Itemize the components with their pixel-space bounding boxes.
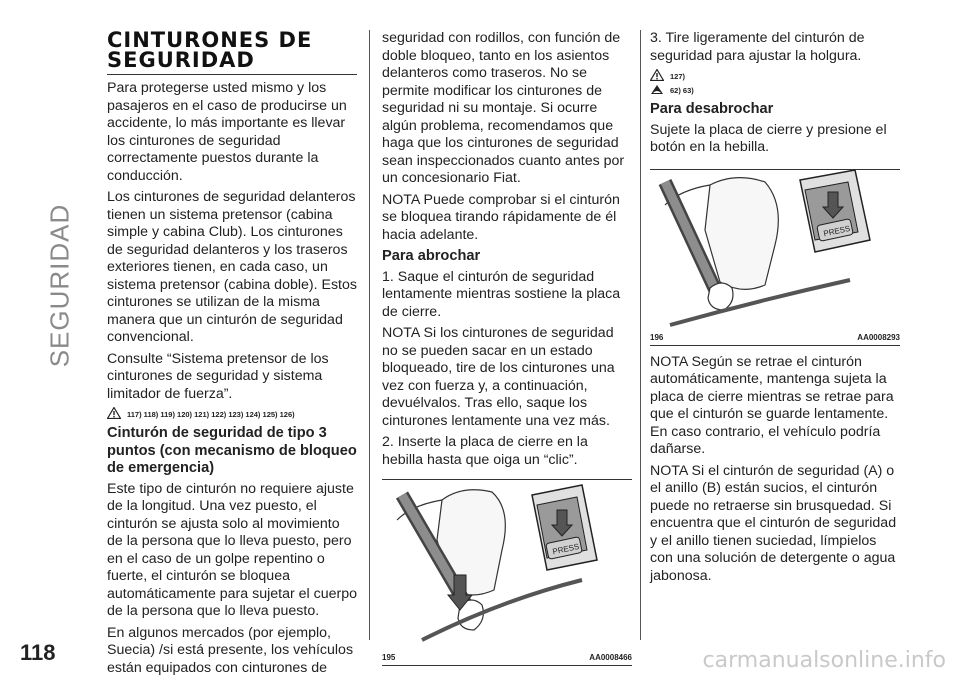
buckle-inset xyxy=(532,485,597,570)
figure-number: 196 xyxy=(650,332,664,342)
fasten-illustration xyxy=(382,480,632,650)
figure-caption xyxy=(650,330,900,346)
figure-caption xyxy=(382,650,632,666)
column-divider xyxy=(640,30,641,640)
warning-refs-text: 117) 118) 119) 120) 121) 122) 123) 124) 125) 126) xyxy=(127,410,295,419)
column-2 xyxy=(382,30,632,666)
double-lock-paragraph: seguridad con rodillos, con función de doble bloqueo, tanto en los asientos delanteros como traseros. No se permite modificar los cinturones de seguridad ni su montaje. Si ocurre algún problema, recomendamos que haga que los cinturones de seguridad sean inspeccionados cuanto antes por un concesionario Fiat. xyxy=(382,30,625,186)
caution-icon xyxy=(650,83,664,95)
page-number: 118 xyxy=(20,640,56,665)
subheading-3-point: Cinturón de seguridad de tipo 3 puntos (con mecanismo de bloqueo de emergencia) xyxy=(107,425,357,476)
reference-paragraph: Consulte “Sistema pretensor de los cinturones de seguridad y sistema limitador de fuerza”. xyxy=(107,350,329,402)
markets-paragraph: En algunos mercados (por ejemplo, Suecia) /si está presente, los vehículos están equipados con cinturones de xyxy=(107,624,354,676)
side-title-text: SEGURIDAD xyxy=(44,203,75,367)
warning-reference-2 xyxy=(650,83,900,95)
column-3 xyxy=(650,30,900,589)
step-3: 3. Tire ligeramente del cinturón de seguridad para ajustar la holgura. xyxy=(650,30,865,64)
warning-references xyxy=(107,407,357,419)
column-1 xyxy=(107,30,357,681)
subheading-fasten: Para abrochar xyxy=(382,248,481,264)
title-line-2: SEGURIDAD xyxy=(107,48,255,72)
figure-code: AA0008466 xyxy=(589,653,632,662)
note-check-paragraph: NOTA Puede comprobar si el cinturón se bloquea tirando rápidamente de él hacia adelante. xyxy=(382,191,620,243)
warning-icon xyxy=(650,69,664,81)
figure-195 xyxy=(382,479,632,666)
elr-paragraph: Este tipo de cinturón no requiere ajuste de la longitud. Una vez puesto, el cinturón se ajusta solo al movimiento de la persona que lo lleva puesto, pero en el caso de un golpe repentino o fuerte, el cinturón se bloquea automáticamente para sujetar el cuerpo de la persona que lo lleva puesto. xyxy=(107,480,357,619)
note-retract-paragraph: NOTA Según se retrae el cinturón automáticamente, mantenga sujeta la placa de cierre mientras se retrae para que el cinturón se guarde lentamente. En caso contrario, el vehículo podría dañarse. xyxy=(650,353,894,457)
warning-refs-text: 127) xyxy=(670,72,686,81)
press-label: PRESS xyxy=(822,223,852,238)
section-title xyxy=(107,30,357,75)
figure-196 xyxy=(650,169,900,346)
warning-refs-text: 62) 63) xyxy=(670,86,694,95)
step-1: 1. Saque el cinturón de seguridad lentamente mientras sostiene la placa de cierre. xyxy=(382,268,621,320)
figure-code: AA0008293 xyxy=(857,332,900,342)
pretensor-paragraph: Los cinturones de seguridad delanteros tienen un sistema pretensor (cabina simple y cabina Club). Los cinturones de seguridad delanteros y los traseros exteriores tienen, en cada caso, un sistema pretensor (cabina doble). Estos cinturones se utilizan de la misma manera que un cinturón de seguridad convencional. xyxy=(107,189,357,345)
note-clean-paragraph: NOTA Si el cinturón de seguridad (A) o el anillo (B) están sucios, el cinturón puede no retraerse sin brusquedad. Si encuentra que el cinturón de seguridad y el anillo tienen suciedad, límpielos con una solución de detergente o agua jabonosa. xyxy=(650,462,897,584)
warning-reference-1 xyxy=(650,69,900,81)
column-divider xyxy=(369,30,370,640)
press-label: PRESS xyxy=(551,541,581,557)
step-2: 2. Inserte la placa de cierre en la hebilla hasta que oiga un “clic”. xyxy=(382,434,588,468)
unfasten-paragraph: Sujete la placa de cierre y presione el botón en la hebilla. xyxy=(650,121,887,155)
watermark: carmanualsonline.info xyxy=(702,648,946,673)
title-line-1: CINTURONES DE xyxy=(107,28,313,52)
unfasten-illustration xyxy=(650,170,900,330)
warning-icon xyxy=(107,407,121,419)
note-locked-paragraph: NOTA Si los cinturones de seguridad no se pueden sacar en un estado bloqueado, tire de los cinturones una vez con fuerza y, a continuación, devuélvalos. Tras ello, saque los cinturones lentamente una vez más. xyxy=(382,325,615,429)
intro-paragraph: Para protegerse usted mismo y los pasajeros en el caso de producirse un accidente, lo más importante es llevar los cinturones de seguridad correctamente puestos durante la conducción. xyxy=(107,80,347,184)
section-side-title xyxy=(40,190,80,380)
buckle-inset xyxy=(800,170,870,252)
figure-number: 195 xyxy=(382,653,396,662)
subheading-unfasten: Para desabrochar xyxy=(650,101,774,117)
